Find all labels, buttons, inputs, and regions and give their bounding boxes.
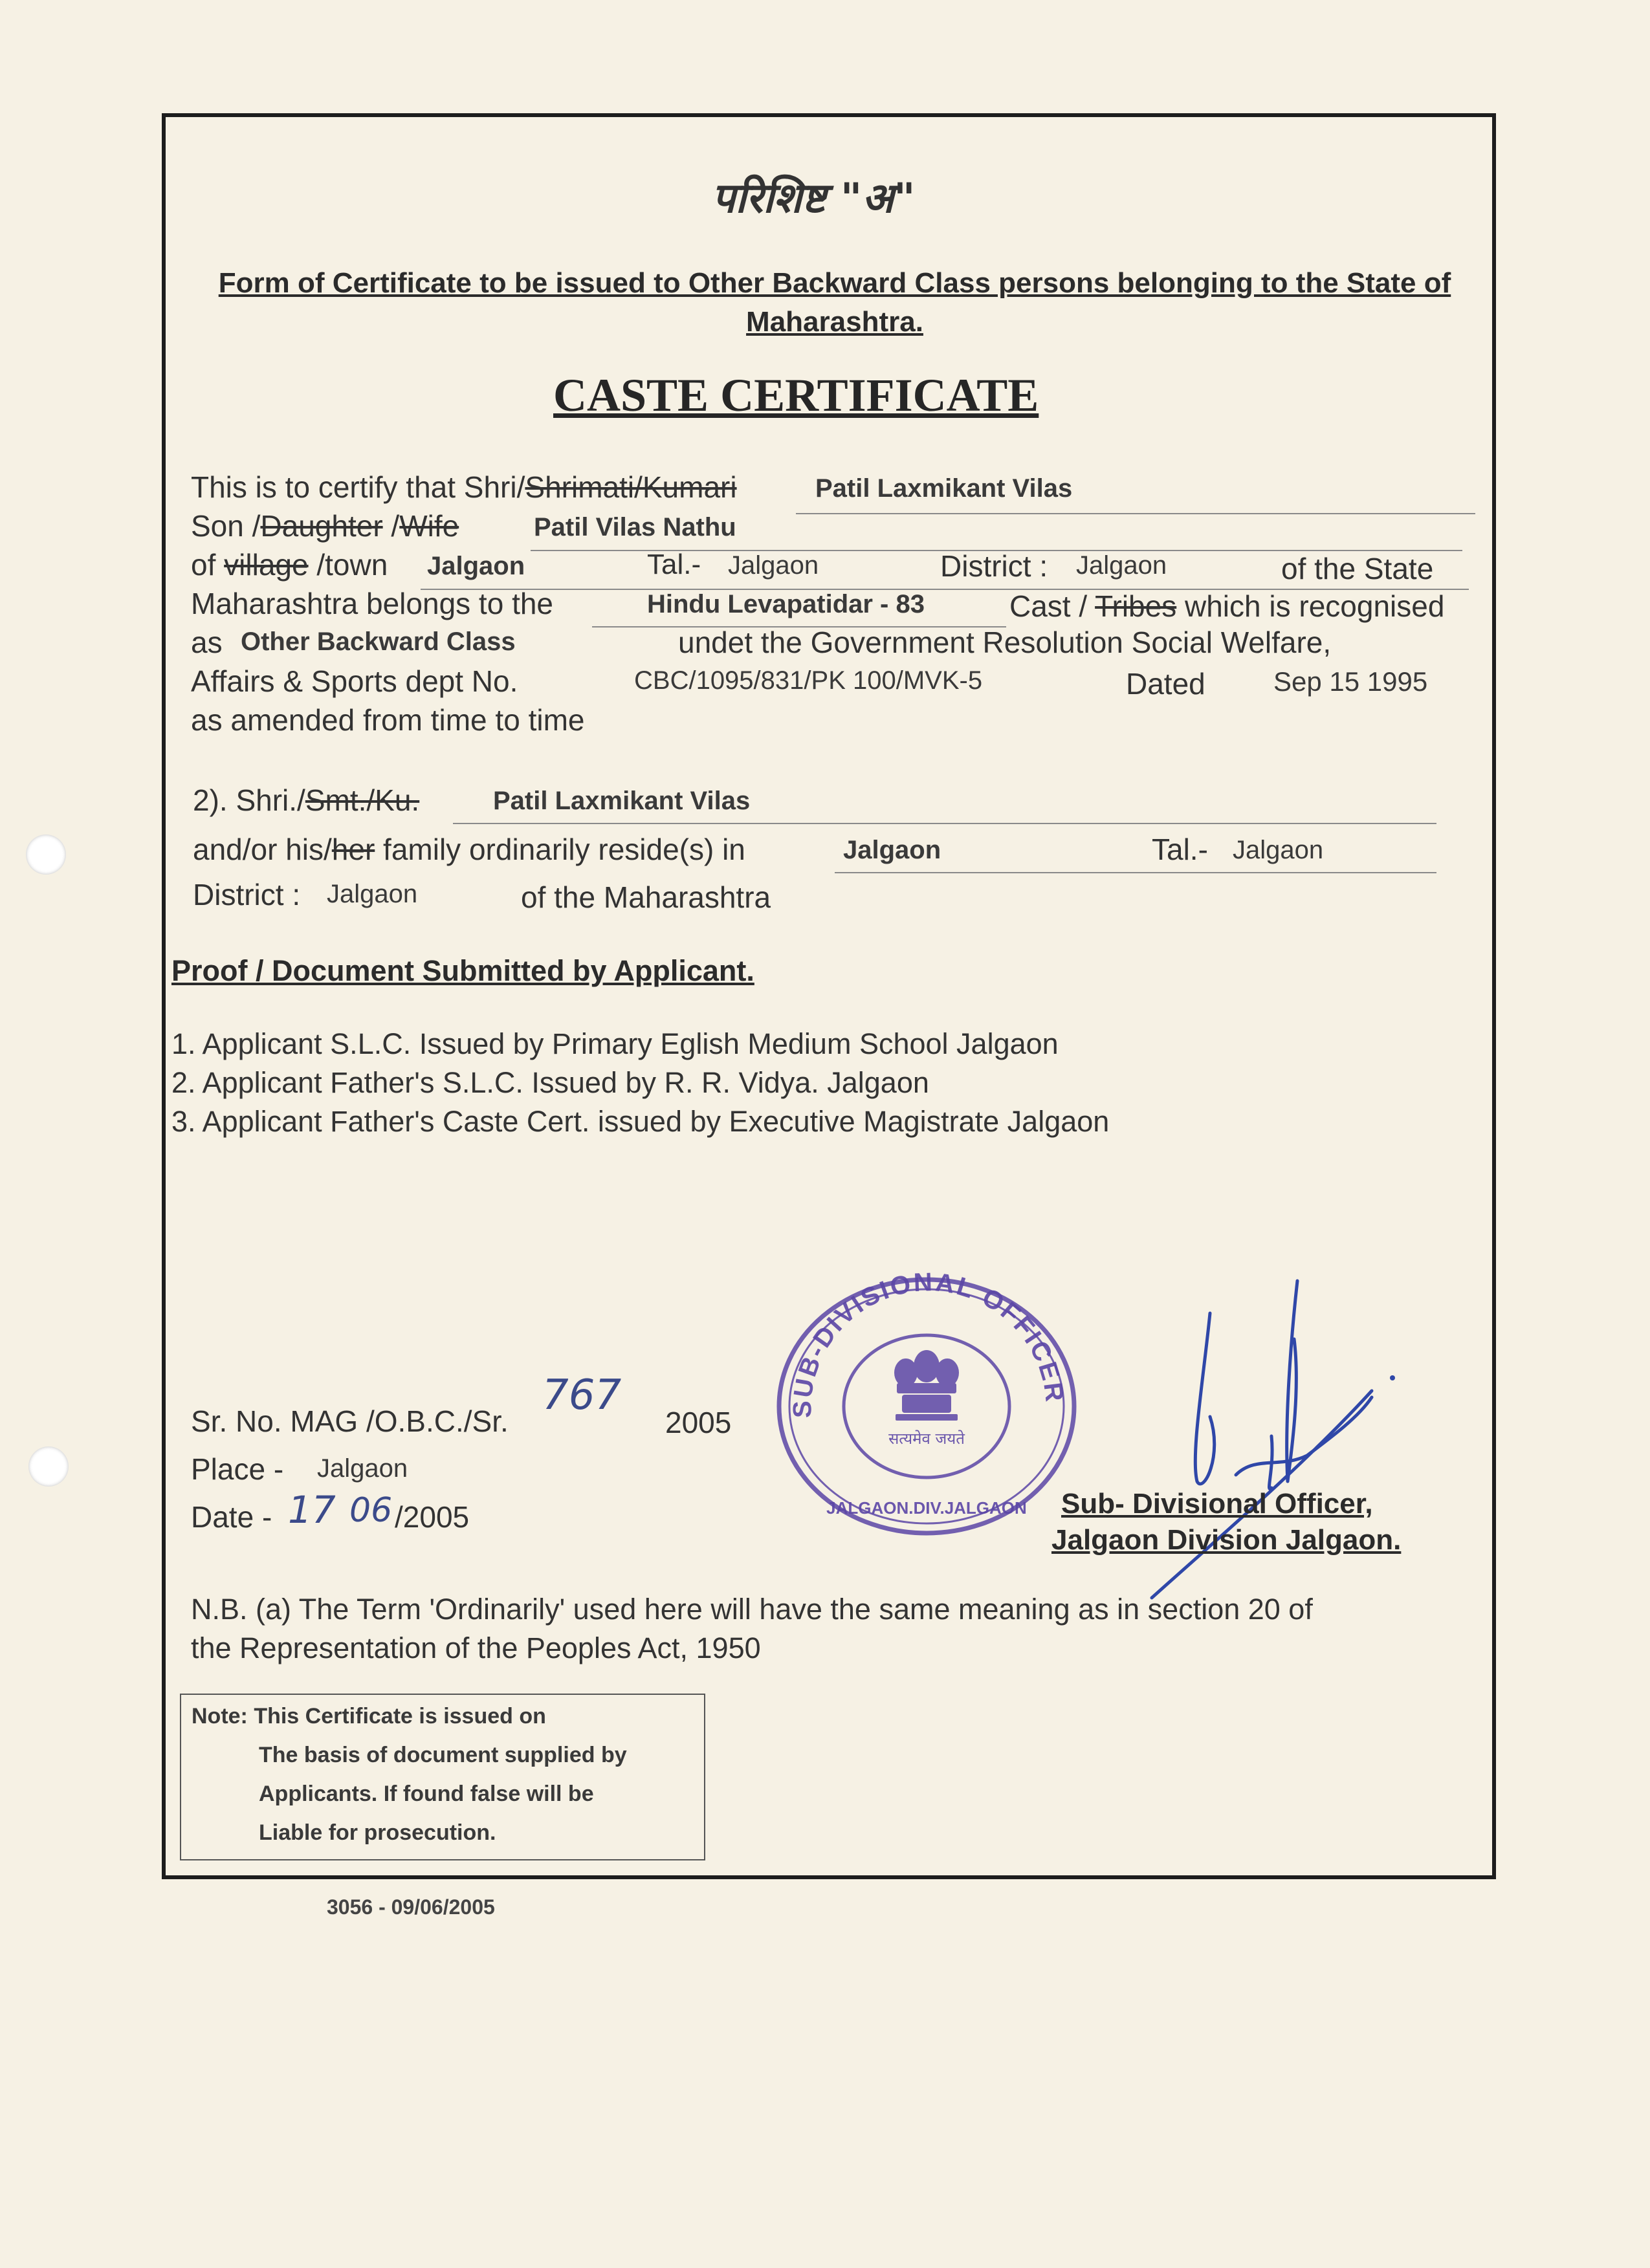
punch-hole-top [26, 834, 66, 875]
tal-label: Tal.- [647, 549, 701, 580]
place-label: Place - [191, 1452, 284, 1486]
resolution-text: undet the Government Resolution Social Welfare, [678, 626, 1332, 659]
note-line-1: Note: This Certificate is issued on [192, 1704, 546, 1728]
seal-bottom-text: JALGAON.DIV.JALGAON [826, 1498, 1027, 1518]
para2-name: Patil Laxmikant Vilas [493, 787, 751, 815]
relation-mid: / [382, 509, 400, 543]
rule-reside [835, 872, 1436, 873]
cast-label: Cast / [1009, 589, 1088, 623]
person-name: Patil Laxmikant Vilas [815, 474, 1073, 503]
dept-number: CBC/1095/831/PK 100/MVK-5 [634, 666, 983, 695]
serial-year: 2005 [665, 1406, 732, 1439]
certify-prefix: This is to certify that Shri/ [191, 470, 525, 504]
cast-tribe-line [1009, 589, 1444, 624]
emblem-icon [894, 1350, 959, 1421]
place-value: Jalgaon [317, 1454, 408, 1483]
reside-struck: her [331, 833, 375, 866]
relation-prefix: Son / [191, 509, 261, 543]
town-value: Jalgaon [427, 552, 525, 580]
date-month-handwritten: 06 [349, 1491, 393, 1530]
dated-label: Dated [1126, 667, 1205, 701]
punch-hole-bottom [28, 1446, 69, 1487]
date-year: /2005 [395, 1500, 470, 1534]
hindi-appendix-title: परिशिष्ट "अ" [712, 174, 916, 223]
certify-line [191, 470, 737, 505]
date-label: Date - [191, 1500, 272, 1534]
seal-outer-text: SUB-DIVISIONAL OFFICER [788, 1269, 1069, 1419]
amended-line: as amended from time to time [191, 703, 585, 737]
nb-line-2: the Representation of the Peoples Act, 1950 [191, 1631, 761, 1664]
village-line [191, 547, 388, 582]
para2-district-value: Jalgaon [327, 880, 418, 908]
note-line-4: Liable for prosecution. [259, 1820, 496, 1845]
note-box [180, 1694, 705, 1860]
relation-struck-daughter: Daughter [260, 509, 383, 543]
reside-value: Jalgaon [843, 836, 941, 864]
caste-value: Hindu Levapatidar - 83 [647, 590, 925, 618]
note-line-2: The basis of document supplied by [259, 1743, 627, 1767]
date-day-handwritten: 17 [288, 1488, 336, 1532]
nb-line-1: N.B. (a) The Term 'Ordinarily' used here will have the same meaning as in section 20 of [191, 1593, 1313, 1626]
para2-of-label: of the Maharashtra [521, 880, 771, 914]
serial-label: Sr. No. MAG /O.B.C./Sr. [191, 1404, 509, 1438]
para2-prefix-line [193, 783, 419, 818]
father-name: Patil Vilas Nathu [534, 513, 736, 541]
footer-code: 3056 - 09/06/2005 [327, 1895, 495, 1919]
dept-label: Affairs & Sports dept No. [191, 664, 518, 698]
para2-prefix: 2). Shri./ [193, 783, 305, 817]
seal-motto: सत्यमेव जयते [888, 1430, 965, 1448]
class-value: Other Backward Class [241, 627, 516, 656]
town-label: /town [308, 548, 388, 582]
officer-title-line1: Sub- Divisional Officer, [1061, 1488, 1373, 1520]
form-title: Form of Certificate to be issued to Other Backward Class persons belonging to the State of Maharashtra. [218, 267, 1451, 338]
as-label: as [191, 626, 223, 659]
dated-value: Sep 15 1995 [1273, 666, 1428, 697]
para2-district-label: District : [193, 878, 301, 911]
officer-title-line2: Jalgaon Division Jalgaon. [1051, 1524, 1402, 1556]
proof-item-2: 2. Applicant Father's S.L.C. Issued by R. R. Vidya. Jalgaon [171, 1066, 929, 1099]
relation-struck-wife: Wife [399, 509, 459, 543]
reside-line [193, 832, 745, 867]
certificate-title: CASTE CERTIFICATE [553, 369, 1039, 421]
tribes-struck: Tribes [1095, 589, 1177, 623]
village-struck: village [224, 548, 309, 582]
tal-value: Jalgaon [728, 551, 819, 580]
of-prefix: of [191, 548, 225, 582]
certify-struck: Shrimati/Kumari [525, 470, 737, 504]
proof-heading: Proof / Document Submitted by Applicant. [171, 954, 754, 987]
district-label: District : [940, 549, 1048, 583]
proof-item-1: 1. Applicant S.L.C. Issued by Primary Eglish Medium School Jalgaon [171, 1027, 1059, 1060]
relation-line [191, 508, 459, 543]
state-suffix: of the State [1281, 552, 1434, 585]
official-seal [769, 1269, 1084, 1541]
para2-tal-value: Jalgaon [1233, 836, 1324, 864]
note-line-3: Applicants. If found false will be [259, 1782, 594, 1806]
proof-item-3: 3. Applicant Father's Caste Cert. issued by Executive Magistrate Jalgaon [171, 1105, 1110, 1138]
recognised-text: which is recognised [1185, 589, 1445, 623]
reside-suffix: family ordinarily reside(s) in [375, 833, 745, 866]
para2-struck: Smt./Ku. [305, 783, 420, 817]
district-value: Jalgaon [1076, 551, 1167, 580]
reside-prefix: and/or his/ [193, 833, 332, 866]
serial-handwritten: 767 [542, 1371, 622, 1419]
state-line: Maharashtra belongs to the [191, 587, 554, 620]
para2-tal-label: Tal.- [1152, 833, 1208, 866]
rule-person [796, 513, 1475, 514]
rule-para2-name [453, 823, 1436, 824]
